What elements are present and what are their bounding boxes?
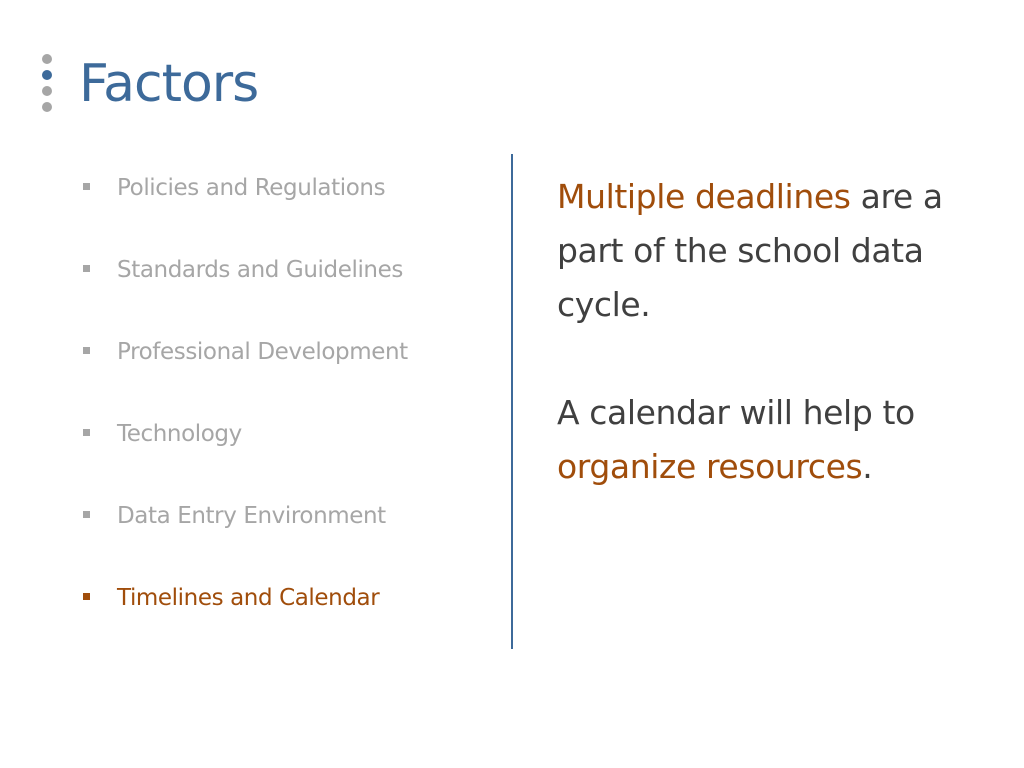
factor-list	[80, 168, 500, 660]
highlight-text: Multiple deadlines	[557, 177, 851, 216]
square-bullet-icon	[83, 265, 90, 272]
factor-item	[80, 332, 500, 414]
square-bullet-icon	[83, 429, 90, 436]
callout-text	[557, 170, 997, 494]
factor-label: Technology	[117, 421, 242, 447]
factor-label: Professional Development	[117, 339, 408, 365]
square-bullet-icon	[83, 347, 90, 354]
body-text: are a part of the school data cycle.	[557, 177, 943, 324]
square-bullet-icon	[83, 593, 90, 600]
square-bullet-icon	[83, 183, 90, 190]
callout-paragraph-2	[557, 386, 997, 494]
dot	[42, 54, 52, 64]
factor-label: Timelines and Calendar	[117, 585, 380, 611]
vertical-dots-icon	[41, 54, 53, 114]
factor-label: Standards and Guidelines	[117, 257, 403, 283]
factor-label: Policies and Regulations	[117, 175, 386, 201]
factor-item	[80, 168, 500, 250]
body-text: .	[862, 447, 873, 486]
vertical-divider	[511, 154, 513, 649]
highlight-text: organize resources	[557, 447, 863, 486]
dot	[42, 70, 52, 80]
factor-item	[80, 414, 500, 496]
factor-item	[80, 578, 500, 660]
body-text: A calendar will help to	[557, 393, 915, 432]
callout-paragraph-1	[557, 170, 997, 332]
factor-item	[80, 250, 500, 332]
dot	[42, 86, 52, 96]
factor-label: Data Entry Environment	[117, 503, 386, 529]
factor-item	[80, 496, 500, 578]
square-bullet-icon	[83, 511, 90, 518]
dot	[42, 102, 52, 112]
slide-title: Factors	[79, 54, 259, 114]
